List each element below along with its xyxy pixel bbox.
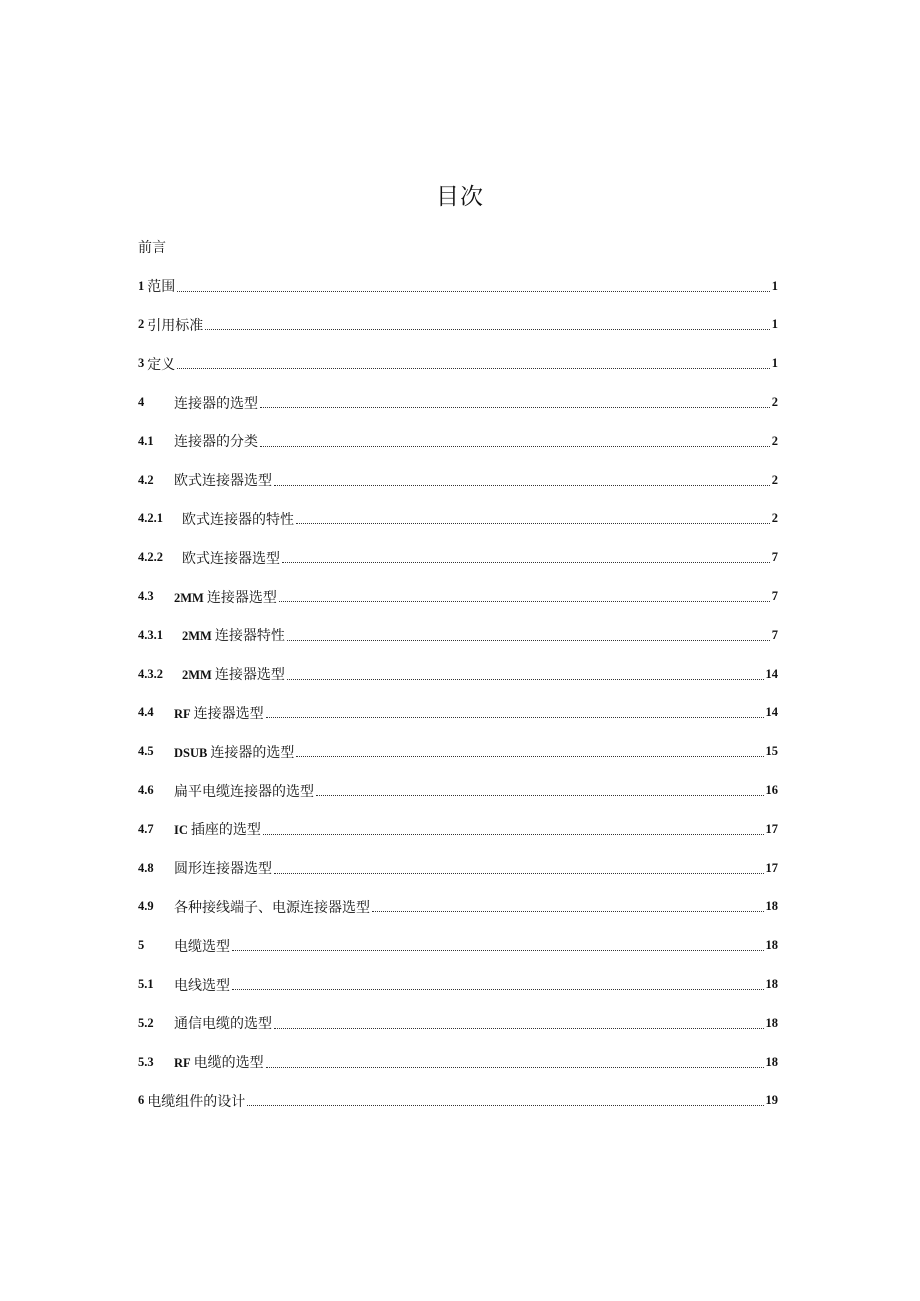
toc-page: 1	[771, 356, 778, 371]
toc-number: 4.8	[138, 860, 154, 875]
toc-leader	[274, 873, 764, 874]
toc-label-latin: 2MM	[182, 668, 212, 683]
toc-label: 连接器的选型	[174, 395, 258, 412]
toc-label-text: 连接器选型	[206, 589, 277, 606]
toc-label-latin: RF	[174, 1056, 191, 1071]
toc-label: 电线选型	[174, 977, 230, 994]
toc-entry[interactable]	[138, 1082, 778, 1121]
toc-number: 4.3.1	[138, 627, 163, 642]
toc-label	[174, 703, 264, 723]
toc-leader	[266, 1067, 764, 1068]
toc-entry[interactable]	[138, 732, 778, 771]
toc-label: 扁平电缆连接器的选型	[174, 783, 314, 800]
toc-number: 4.5	[138, 744, 154, 759]
toc-page: 16	[765, 783, 778, 798]
toc-page: 2	[771, 511, 778, 526]
toc-number: 4.9	[138, 899, 154, 914]
toc-label	[174, 742, 294, 762]
page-title: 目次	[436, 184, 484, 210]
toc-label-text: 连接器选型	[193, 705, 264, 722]
toc-leader	[274, 1028, 764, 1029]
toc-label: 电缆组件的设计	[147, 1093, 246, 1110]
toc-label	[174, 587, 277, 607]
toc-entry[interactable]	[138, 810, 778, 849]
toc-page: 17	[765, 860, 778, 875]
toc-label-text: 连接器的选型	[210, 744, 295, 761]
toc-preface[interactable]	[138, 228, 778, 267]
toc-number: 4.6	[138, 783, 154, 798]
toc-entry[interactable]	[138, 538, 778, 577]
toc-label: 电缆选型	[174, 938, 230, 955]
toc-label-text: 连接器特性	[214, 628, 285, 645]
toc-page: 14	[765, 705, 778, 720]
toc-label	[182, 625, 285, 645]
toc-leader	[266, 717, 764, 718]
table-of-contents	[138, 228, 778, 1120]
toc-page: 7	[771, 550, 778, 565]
toc-number: 3	[138, 356, 145, 371]
toc-leader	[232, 950, 764, 951]
toc-leader	[296, 756, 763, 757]
toc-entry[interactable]	[138, 577, 778, 616]
toc-label: 引用标准	[147, 317, 204, 334]
toc-page: 2	[771, 472, 778, 487]
toc-entry[interactable]	[138, 267, 778, 306]
toc-number: 5.1	[138, 977, 154, 992]
toc-preface-label: 前言	[138, 240, 166, 257]
toc-label: 各种接线端子、电源连接器选型	[174, 899, 370, 916]
toc-label	[174, 819, 261, 839]
toc-entry[interactable]	[138, 500, 778, 539]
toc-entry[interactable]	[138, 965, 778, 1004]
toc-leader	[260, 407, 770, 408]
toc-number: 4.1	[138, 433, 154, 448]
toc-number: 5.3	[138, 1054, 154, 1069]
toc-number: 4.3.2	[138, 666, 163, 681]
toc-label	[182, 664, 285, 684]
toc-number: 4.7	[138, 821, 154, 836]
toc-label-latin: RF	[174, 706, 191, 721]
toc-leader	[263, 834, 764, 835]
toc-number: 2	[138, 317, 145, 332]
toc-leader	[177, 368, 770, 369]
toc-leader	[232, 989, 764, 990]
toc-label-latin: 2MM	[182, 629, 212, 644]
toc-entry[interactable]	[138, 616, 778, 655]
toc-number: 1	[138, 278, 145, 293]
toc-page: 17	[765, 821, 778, 836]
toc-page: 14	[765, 666, 778, 681]
toc-entry[interactable]	[138, 888, 778, 927]
toc-label: 欧式连接器的特性	[182, 511, 294, 528]
toc-leader	[260, 446, 770, 447]
toc-entry[interactable]	[138, 344, 778, 383]
toc-label-latin: DSUB	[174, 745, 208, 760]
toc-entry[interactable]	[138, 1043, 778, 1082]
toc-leader	[287, 640, 770, 641]
toc-entry[interactable]	[138, 422, 778, 461]
toc-label: 圆形连接器选型	[174, 861, 272, 878]
toc-page: 15	[765, 744, 778, 759]
toc-page: 18	[765, 899, 778, 914]
toc-number: 4.2.2	[138, 550, 163, 565]
toc-entry[interactable]	[138, 306, 778, 345]
toc-page: 2	[771, 433, 778, 448]
toc-leader	[316, 795, 764, 796]
toc-label: 连接器的分类	[174, 434, 258, 451]
toc-number: 6	[138, 1093, 145, 1108]
toc-leader	[177, 291, 770, 292]
toc-number: 4.4	[138, 705, 154, 720]
toc-entry[interactable]	[138, 1004, 778, 1043]
toc-leader	[372, 911, 764, 912]
toc-page: 19	[765, 1093, 778, 1108]
toc-page: 18	[765, 1054, 778, 1069]
toc-entry[interactable]	[138, 461, 778, 500]
toc-label-text: 连接器选型	[214, 667, 285, 684]
toc-entry[interactable]	[138, 694, 778, 733]
toc-label	[174, 1052, 264, 1072]
toc-entry[interactable]	[138, 926, 778, 965]
toc-leader	[279, 601, 770, 602]
toc-label: 通信电缆的选型	[174, 1016, 272, 1033]
toc-entry[interactable]	[138, 849, 778, 888]
toc-label-latin: 2MM	[174, 590, 204, 605]
toc-page: 7	[771, 627, 778, 642]
toc-number: 5	[138, 938, 145, 953]
toc-entry[interactable]	[138, 771, 778, 810]
toc-page: 18	[765, 1015, 778, 1030]
toc-leader	[282, 562, 770, 563]
toc-number: 4.2	[138, 472, 154, 487]
toc-number: 5.2	[138, 1015, 154, 1030]
toc-page: 2	[771, 395, 778, 410]
toc-leader	[205, 329, 770, 330]
toc-number: 4.3	[138, 589, 154, 604]
toc-label-text: 电缆的选型	[193, 1055, 264, 1072]
toc-label: 欧式连接器选型	[182, 550, 280, 567]
toc-leader	[274, 485, 770, 486]
toc-label-latin: IC	[174, 823, 188, 838]
toc-page: 18	[765, 977, 778, 992]
toc-leader	[247, 1105, 763, 1106]
toc-entry[interactable]	[138, 655, 778, 694]
toc-label-text: 插座的选型	[190, 822, 261, 839]
toc-page: 1	[771, 278, 778, 293]
toc-page: 1	[771, 317, 778, 332]
toc-page: 7	[771, 589, 778, 604]
toc-entry[interactable]	[138, 383, 778, 422]
toc-number: 4	[138, 395, 145, 410]
toc-label: 欧式连接器选型	[174, 473, 272, 490]
toc-number: 4.2.1	[138, 511, 163, 526]
toc-page: 18	[765, 938, 778, 953]
toc-label: 范围	[147, 279, 176, 296]
toc-leader	[287, 679, 764, 680]
toc-leader	[296, 523, 770, 524]
toc-label: 定义	[147, 356, 176, 373]
